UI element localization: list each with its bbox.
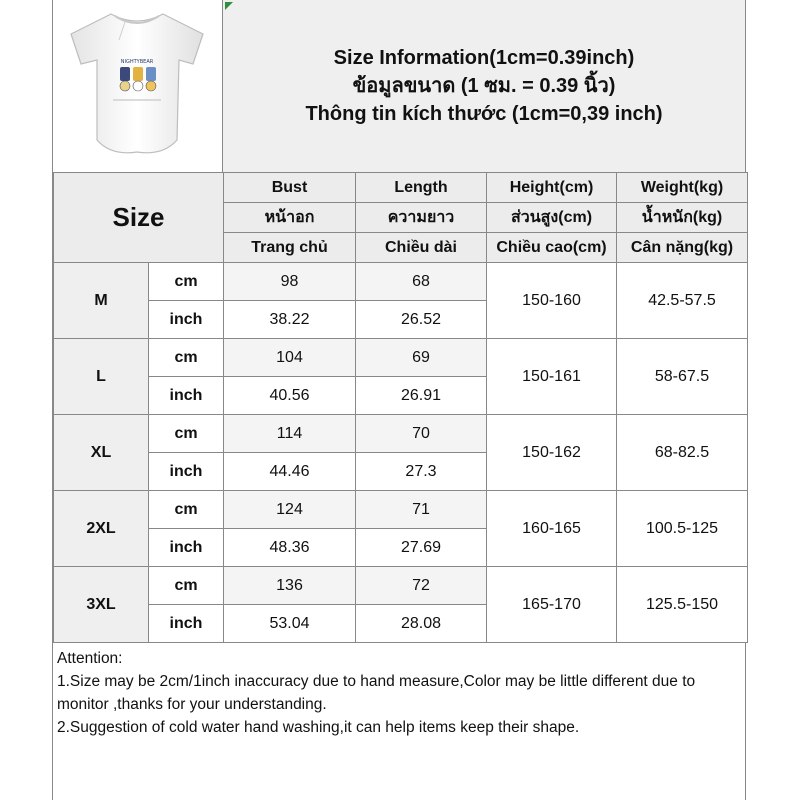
bust-inch: 44.46 (224, 453, 356, 491)
length-inch: 27.3 (356, 453, 487, 491)
unit-inch: inch (149, 301, 224, 339)
size-name: 2XL (54, 491, 149, 567)
bust-cm: 124 (224, 491, 356, 529)
title-box (223, 0, 745, 172)
size-name: XL (54, 415, 149, 491)
weight-range: 42.5-57.5 (617, 263, 748, 339)
col-height-th: ส่วนสูง(cm) (487, 203, 617, 233)
unit-inch: inch (149, 605, 224, 643)
svg-text:NIGHTYBEAR: NIGHTYBEAR (120, 59, 154, 65)
col-bust-vi: Trang chủ (224, 233, 356, 263)
bust-inch: 40.56 (224, 377, 356, 415)
table-row (54, 567, 748, 605)
title-vietnamese: Thông tin kích thước (1cm=0,39 inch) (305, 103, 663, 125)
col-bust-th: หน้าอก (224, 203, 356, 233)
height-range: 160-165 (487, 491, 617, 567)
col-weight-en: Weight(kg) (617, 173, 748, 203)
size-name: L (54, 339, 149, 415)
table-row (54, 415, 748, 453)
notes-heading: Attention: (57, 650, 123, 667)
bust-cm: 136 (224, 567, 356, 605)
title-thai: ข้อมูลขนาด (1 ซม. = 0.39 นิ้ว) (352, 75, 616, 97)
length-inch: 26.52 (356, 301, 487, 339)
note-item-2: 2.Suggestion of cold water hand washing,it can help items keep their shape. (57, 719, 580, 736)
size-name: 3XL (54, 567, 149, 643)
unit-cm: cm (149, 263, 224, 301)
product-photo (53, 0, 223, 172)
weight-range: 68-82.5 (617, 415, 748, 491)
length-inch: 27.69 (356, 529, 487, 567)
height-range: 165-170 (487, 567, 617, 643)
unit-inch: inch (149, 529, 224, 567)
height-range: 150-160 (487, 263, 617, 339)
height-range: 150-162 (487, 415, 617, 491)
weight-range: 125.5-150 (617, 567, 748, 643)
size-chart (52, 0, 746, 800)
tshirt-image (53, 0, 223, 172)
chart-header (53, 0, 745, 173)
size-name: M (54, 263, 149, 339)
length-cm: 70 (356, 415, 487, 453)
bust-cm: 98 (224, 263, 356, 301)
title-english: Size Information(1cm=0.39inch) (333, 47, 635, 69)
attention-notes (53, 643, 747, 743)
weight-range: 58-67.5 (617, 339, 748, 415)
unit-cm: cm (149, 415, 224, 453)
length-inch: 28.08 (356, 605, 487, 643)
header-row-english (54, 173, 748, 203)
length-cm: 72 (356, 567, 487, 605)
bust-inch: 53.04 (224, 605, 356, 643)
unit-cm: cm (149, 339, 224, 377)
col-length-en: Length (356, 173, 487, 203)
col-length-vi: Chiều dài (356, 233, 487, 263)
corner-marker-icon (225, 2, 233, 10)
col-height-en: Height(cm) (487, 173, 617, 203)
col-length-th: ความยาว (356, 203, 487, 233)
unit-inch: inch (149, 377, 224, 415)
note-item-1: 1.Size may be 2cm/1inch inaccuracy due to hand measure,Color may be little different due to monitor ,thanks for your understanding. (57, 673, 696, 713)
length-inch: 26.91 (356, 377, 487, 415)
weight-range: 100.5-125 (617, 491, 748, 567)
table-row (54, 491, 748, 529)
size-table (53, 172, 748, 643)
unit-inch: inch (149, 453, 224, 491)
length-cm: 68 (356, 263, 487, 301)
bust-cm: 114 (224, 415, 356, 453)
col-weight-vi: Cân nặng(kg) (617, 233, 748, 263)
unit-cm: cm (149, 491, 224, 529)
length-cm: 71 (356, 491, 487, 529)
bust-cm: 104 (224, 339, 356, 377)
table-row (54, 339, 748, 377)
height-range: 150-161 (487, 339, 617, 415)
bust-inch: 48.36 (224, 529, 356, 567)
bust-inch: 38.22 (224, 301, 356, 339)
length-cm: 69 (356, 339, 487, 377)
size-header: Size (54, 173, 224, 263)
col-bust-en: Bust (224, 173, 356, 203)
col-height-vi: Chiều cao(cm) (487, 233, 617, 263)
unit-cm: cm (149, 567, 224, 605)
table-row (54, 263, 748, 301)
col-weight-th: น้ำหนัก(kg) (617, 203, 748, 233)
